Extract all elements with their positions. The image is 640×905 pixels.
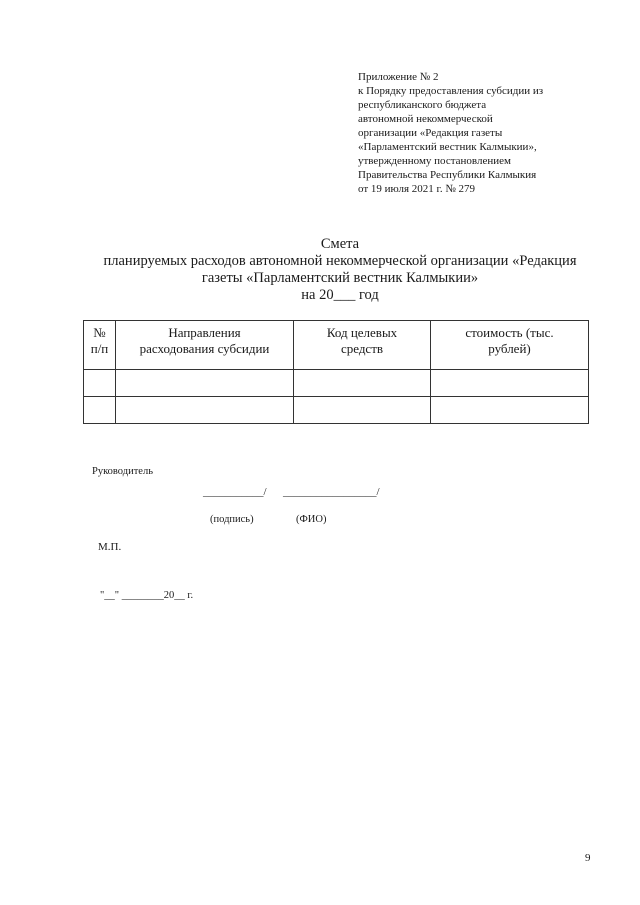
table-cell xyxy=(431,370,589,397)
table-cell xyxy=(294,397,431,424)
table-cell xyxy=(116,370,294,397)
title-line: планируемых расходов автономной некоммерческой организации «Редакция xyxy=(103,253,577,269)
header-number: № п/п xyxy=(84,321,116,370)
title-line: Смета xyxy=(320,236,360,252)
appendix-line: «Парламентский вестник Калмыкии», xyxy=(358,141,537,153)
table-header-row xyxy=(84,321,589,370)
signature-line: ___________/ xyxy=(203,486,267,498)
table-row xyxy=(84,370,589,397)
table-cell xyxy=(431,397,589,424)
signature-label: Руководитель xyxy=(92,466,153,477)
appendix-line: утвержденному постановлением xyxy=(358,155,511,167)
appendix-line: Правительства Республики Калмыкия xyxy=(358,169,537,181)
table-cell xyxy=(84,370,116,397)
document-title xyxy=(40,236,640,304)
page-number: 9 xyxy=(585,852,591,864)
appendix-line: от 19 июля 2021 г. № 279 xyxy=(358,183,476,195)
appendix-block xyxy=(358,70,608,196)
table-cell xyxy=(116,397,294,424)
signature-caption: (подпись) xyxy=(210,514,254,525)
title-line: газеты «Парламентский вестник Калмыкии» xyxy=(201,270,479,286)
estimate-table xyxy=(83,320,589,424)
header-code: Код целевых средств xyxy=(294,321,431,370)
header-cost: стоимость (тыс. рублей) xyxy=(431,321,589,370)
table-cell xyxy=(294,370,431,397)
appendix-line: Приложение № 2 xyxy=(358,71,439,83)
stamp-placeholder: М.П. xyxy=(98,541,122,553)
appendix-line: автономной некоммерческой xyxy=(358,113,493,125)
date-line: "__" ________20__ г. xyxy=(100,590,194,601)
table-row xyxy=(84,397,589,424)
name-caption: (ФИО) xyxy=(296,514,327,525)
name-line: _________________/ xyxy=(283,486,380,498)
appendix-line: к Порядку предоставления субсидии из xyxy=(358,85,544,97)
appendix-line: республиканского бюджета xyxy=(358,99,487,111)
title-line: на 20___ год xyxy=(301,287,379,303)
table-cell xyxy=(84,397,116,424)
appendix-line: организации «Редакция газеты xyxy=(358,127,503,139)
header-directions: Направления расходования субсидии xyxy=(116,321,294,370)
